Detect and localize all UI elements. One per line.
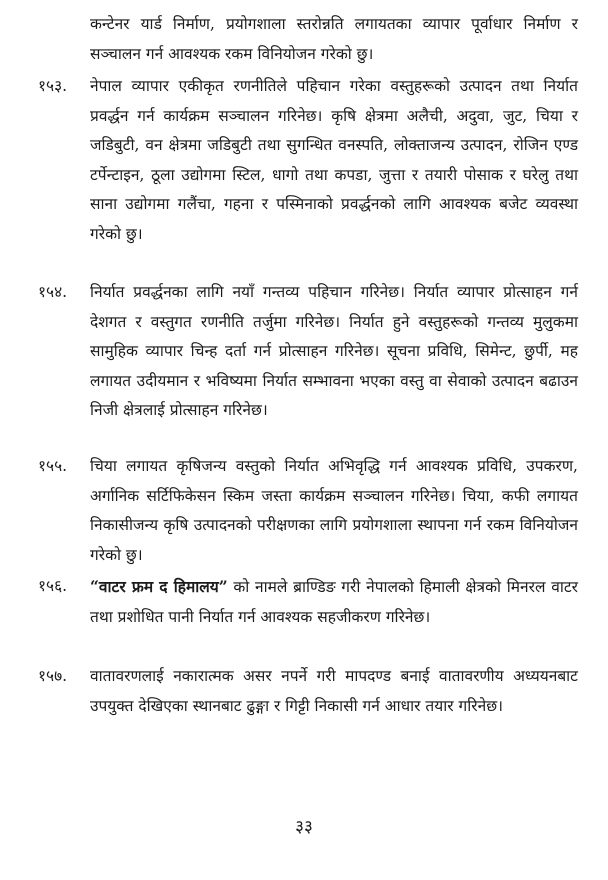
paragraph-continuation — [38, 10, 582, 69]
page-number: ३३ — [295, 817, 313, 837]
brand-slogan: “वाटर फ्रम द हिमालय” — [90, 577, 228, 596]
paragraph-154 — [38, 278, 582, 426]
paragraph-number: १५३. — [38, 77, 68, 95]
paragraph-155 — [38, 452, 582, 570]
paragraph-153 — [38, 72, 582, 250]
paragraph-text: निर्यात प्रवर्द्धनका लागि नयाँ गन्तव्य पहिचान गरिनेछ। निर्यात व्यापार प्रोत्साहन गर्न देशगत र वस्तुगत रणनीति तर्जुमा गरिनेछ। निर्यात हुने वस्तुहरूको गन्तव्य मुलुकमा सामुहिक व्यापार चिन्ह दर्ता गर्न प्रोत्साहन गरिनेछ। सूचना प्रविधि, सिमेन्ट, छुर्पी, मह लगायत उदीयमान र भविष्यमा निर्यात सम्भावना भएका वस्तु वा सेवाको उत्पादन बढाउन निजी क्षेत्रलाई प्रोत्साहन गरिनेछ। — [90, 283, 578, 420]
paragraph-number: १५४. — [38, 283, 68, 301]
paragraph-number: १५५. — [38, 457, 68, 475]
paragraph-text: चिया लगायत कृषिजन्य वस्तुको निर्यात अभिवृद्धि गर्न आवश्यक प्रविधि, उपकरण, अर्गानिक सर्टिफिकेसन स्किम जस्ता कार्यक्रम सञ्चालन गरिनेछ। चिया, कफी लगायत निकासीजन्य कृषि उत्पादनको परीक्षणका लागि प्रयोगशाला स्थापना गर्न रकम विनियोजन गरेको छु। — [90, 457, 578, 564]
paragraph-157 — [38, 662, 582, 721]
paragraph-text: वातावरणलाई नकारात्मक असर नपर्ने गरी मापदण्ड बनाई वातावरणीय अध्ययनबाट उपयुक्त देखिएका स्थानबाट ढुङ्गा र गिट्टी निकासी गर्न आधार तयार गरिनेछ। — [90, 667, 578, 715]
paragraph-number: १५७. — [38, 667, 68, 685]
paragraph-text: कन्टेनर यार्ड निर्माण, प्रयोगशाला स्तरोन्नति लगायतका व्यापार पूर्वाधार निर्माण र सञ्चालन गर्न आवश्यक रकम विनियोजन गरेको छु। — [90, 15, 578, 63]
paragraph-text: नेपाल व्यापार एकीकृत रणनीतिले पहिचान गरेका वस्तुहरूको उत्पादन तथा निर्यात प्रवर्द्धन गर्न कार्यक्रम सञ्चालन गरिनेछ। कृषि क्षेत्रमा अलैची, अदुवा, जुट, चिया र जडिबुटी, वन क्षेत्रमा जडिबुटी तथा सुगन्धित वनस्पति, लोक्ताजन्य उत्पादन, रोजिन एण्ड टर्पेन्टाइन, ठूला उद्योगमा स्टिल, धागो तथा कपडा, जुत्ता र तयारी पोसाक र घरेलु तथा साना उद्योगमा गलैंचा, गहना र पस्मिनाको प्रवर्द्धनको लागि आवश्यक बजेट व्यवस्था गरेको छु। — [90, 77, 578, 243]
paragraph-text — [90, 572, 578, 632]
paragraph-rest: को नामले ब्राण्डिङ गरी नेपालको हिमाली क्षेत्रको मिनरल वाटर तथा प्रशोधित पानी निर्यात गर्न आवश्यक सहजीकरण गरिनेछ। — [90, 578, 578, 626]
paragraph-156 — [38, 572, 582, 632]
paragraph-number: १५६. — [38, 577, 68, 595]
